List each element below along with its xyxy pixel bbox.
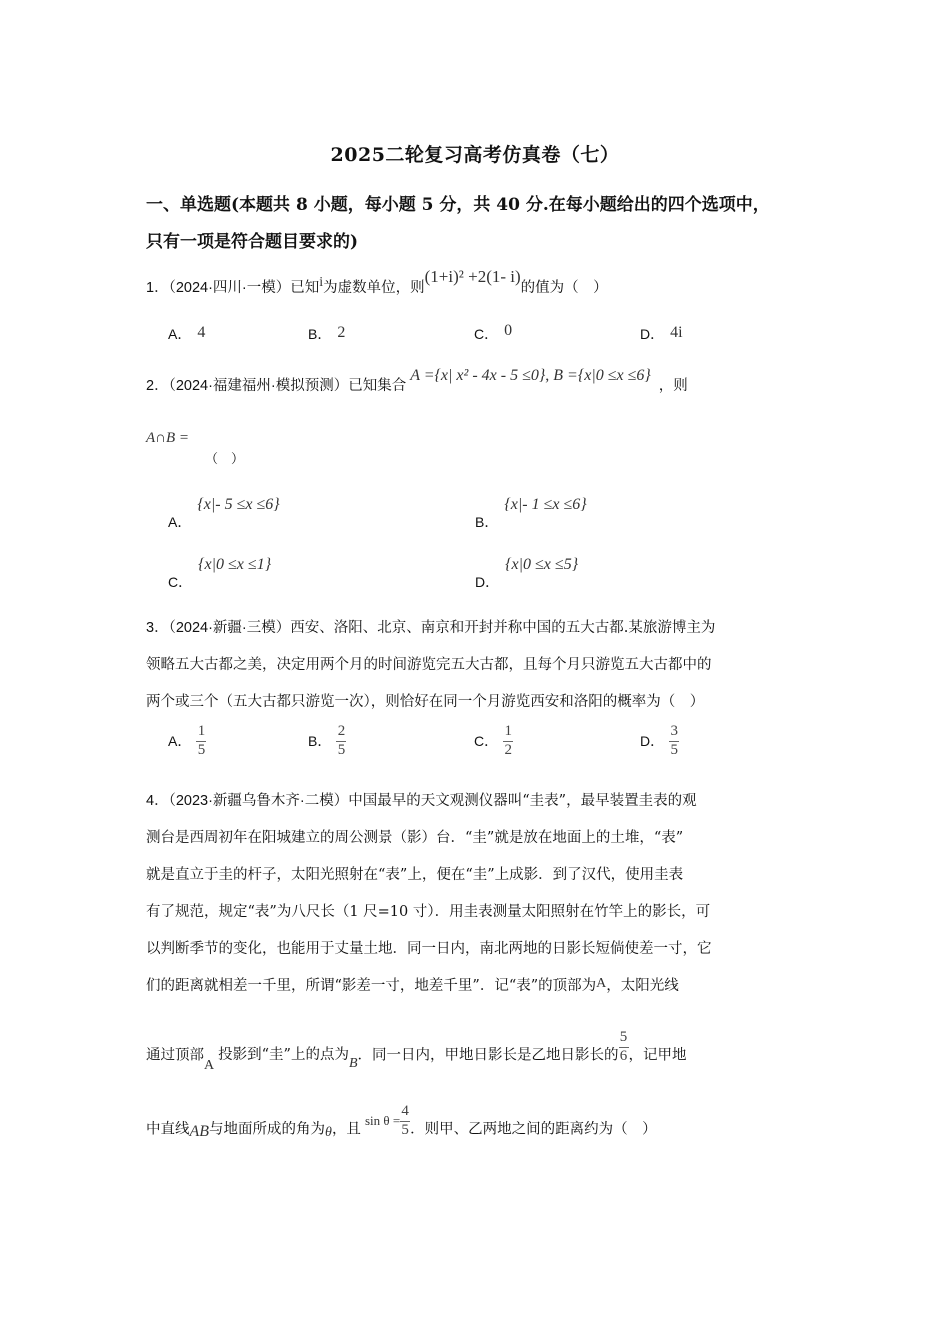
q2-option-d[interactable] bbox=[475, 554, 579, 590]
math-fraction: $\frac{4}{5}$ bbox=[401, 1103, 409, 1138]
q1-option-b[interactable] bbox=[308, 324, 345, 344]
question-4-line5: 以判断季节的变化，也能用于丈量土地．同一日内，南北两地的日影长短倘使差一寸，它 bbox=[146, 941, 712, 957]
answer-paren: （ ） bbox=[205, 452, 245, 467]
question-4-line3: 就是直立于圭的杆子，太阳光照射在“表”上，便在“圭”上成影．到了汉代，使用圭表 bbox=[146, 867, 684, 883]
q3-option-b[interactable] bbox=[308, 724, 346, 759]
q1-option-a[interactable] bbox=[168, 324, 205, 344]
math-fraction: $\frac{5}{6}$ bbox=[619, 1029, 628, 1064]
option-value: 4i bbox=[670, 324, 683, 341]
option-label: D． bbox=[475, 574, 500, 590]
question-text: 为虚数单位，则 bbox=[323, 280, 425, 296]
math-var-a: A bbox=[596, 976, 607, 991]
option-value: 2 bbox=[337, 324, 346, 341]
question-4-line4: 有了规范，规定“表”为八尺长（1 尺=10 寸）．用圭表测量太阳照射在竹竿上的影长，可 bbox=[146, 904, 711, 920]
section-heading-line2: 只有一项是符合题目要求的) bbox=[146, 232, 359, 252]
option-fraction: $\frac{2}{5}$ bbox=[337, 723, 346, 758]
option-label: C． bbox=[168, 574, 193, 590]
question-4-line6 bbox=[146, 974, 679, 995]
section-heading-line1: 一、单选题(本题共 8 小题，每小题 5 分，共 40 分.在每小题给出的四个选项中， bbox=[146, 195, 770, 215]
question-text: 已知集合 bbox=[348, 378, 407, 394]
question-text: ，记甲地 bbox=[628, 1047, 687, 1064]
question-4-line8 bbox=[146, 1103, 657, 1147]
option-value: {x|0 ≤x ≤5} bbox=[505, 556, 579, 573]
option-value: 0 bbox=[504, 322, 513, 339]
math-sin-theta: sin θ = bbox=[364, 1113, 401, 1129]
question-number: 1． bbox=[146, 280, 169, 296]
question-text: ．则甲、乙两地之间的距离约为（ ） bbox=[410, 1121, 657, 1138]
q3-option-d[interactable] bbox=[640, 724, 679, 759]
question-number: 3． bbox=[146, 620, 169, 636]
option-label: A． bbox=[168, 514, 192, 530]
math-set-a: A ={x| x² - 4x - 5 ≤0} bbox=[410, 367, 546, 384]
option-fraction: $\frac{1}{5}$ bbox=[197, 723, 206, 758]
question-2 bbox=[146, 367, 688, 395]
q2-option-a[interactable] bbox=[168, 494, 280, 530]
option-value: {x|- 5 ≤x ≤6} bbox=[197, 496, 280, 513]
question-source: （2023·新疆乌鲁木齐·二模） bbox=[168, 793, 349, 809]
option-value: {x|- 1 ≤x ≤6} bbox=[504, 496, 587, 513]
question-3-line2: 领略五大古都之美，决定用两个月的时间游览完五大古都，且每个月只游览五大古都中的 bbox=[146, 657, 712, 673]
question-text: ，且 bbox=[331, 1121, 361, 1138]
question-text: 西安、洛阳、北京、南京和开封并称中国的五大古都.某旅游博主为 bbox=[290, 620, 716, 636]
question-number: 4． bbox=[146, 793, 169, 809]
option-label: C． bbox=[474, 732, 499, 749]
question-text: 与地面所成的角为 bbox=[209, 1121, 326, 1138]
math-var-ab: AB bbox=[189, 1123, 210, 1141]
option-fraction: $\frac{1}{2}$ bbox=[504, 723, 512, 758]
question-3 bbox=[146, 616, 715, 637]
question-text: 通过顶部 bbox=[146, 1047, 204, 1064]
question-source: （2024·新疆·三模） bbox=[168, 620, 291, 636]
option-value: 4 bbox=[197, 324, 206, 341]
option-fraction: $\frac{3}{5}$ bbox=[670, 723, 678, 758]
q1-option-c[interactable] bbox=[474, 324, 512, 344]
question-text: 的值为（ ） bbox=[520, 280, 608, 296]
question-3-line3: 两个或三个（五大古都只游览一次），则恰好在同一个月游览西安和洛阳的概率为（ ） bbox=[146, 694, 705, 710]
question-text: ．同一日内，甲地日影长是乙地日影长的 bbox=[357, 1047, 619, 1064]
question-4 bbox=[146, 789, 697, 810]
option-label: B． bbox=[475, 514, 499, 530]
math-intersection: A∩B = bbox=[146, 430, 190, 446]
q2-option-c[interactable] bbox=[168, 554, 272, 590]
question-4-line2: 测台是西周初年在阳城建立的周公测景（影）台．“圭”就是放在地面上的土堆，“表” bbox=[146, 830, 684, 846]
question-text: 们的距离就相差一千里，所谓“影差一寸，地差千里”．记“表”的顶部为 bbox=[146, 978, 597, 994]
math-set-b: B ={x|0 ≤x ≤6} bbox=[553, 367, 651, 384]
question-1 bbox=[146, 267, 608, 297]
option-label: D． bbox=[640, 732, 665, 749]
question-text: 投影到“圭”上的点为 bbox=[218, 1047, 349, 1064]
question-text: 中直线 bbox=[146, 1121, 190, 1138]
option-label: A． bbox=[168, 732, 192, 749]
option-label: C． bbox=[474, 326, 499, 342]
question-4-line7 bbox=[146, 1029, 687, 1074]
question-text: 已知 bbox=[290, 280, 320, 296]
question-source: （2024·福建福州·模拟预测） bbox=[168, 378, 349, 394]
q1-option-d[interactable] bbox=[640, 324, 683, 344]
question-text: 中国最早的天文观测仪器叫“圭表”，最早装置圭表的观 bbox=[348, 793, 697, 809]
math-theta: θ bbox=[325, 1125, 332, 1141]
math-formula: (1+i)² +2(1- i) bbox=[424, 267, 521, 286]
option-label: A． bbox=[168, 326, 192, 342]
option-label: B． bbox=[308, 326, 332, 342]
option-label: B． bbox=[308, 732, 332, 749]
question-number: 2． bbox=[146, 378, 169, 394]
question-text: ，则 bbox=[658, 378, 688, 394]
question-source: （2024·四川·一模） bbox=[168, 280, 291, 296]
option-label: D． bbox=[640, 326, 665, 342]
q2-option-b[interactable] bbox=[475, 494, 587, 530]
q3-option-c[interactable] bbox=[474, 724, 513, 759]
option-value: {x|0 ≤x ≤1} bbox=[198, 556, 272, 573]
question-text: ，太阳光线 bbox=[606, 978, 679, 994]
math-var-i: i bbox=[319, 275, 324, 290]
page-title: 2025二轮复习高考仿真卷（七） bbox=[330, 144, 620, 166]
math-var-b: B bbox=[348, 1056, 358, 1072]
q3-option-a[interactable] bbox=[168, 724, 206, 759]
math-var-a: A bbox=[204, 1058, 215, 1074]
math-separator: , bbox=[545, 367, 550, 384]
